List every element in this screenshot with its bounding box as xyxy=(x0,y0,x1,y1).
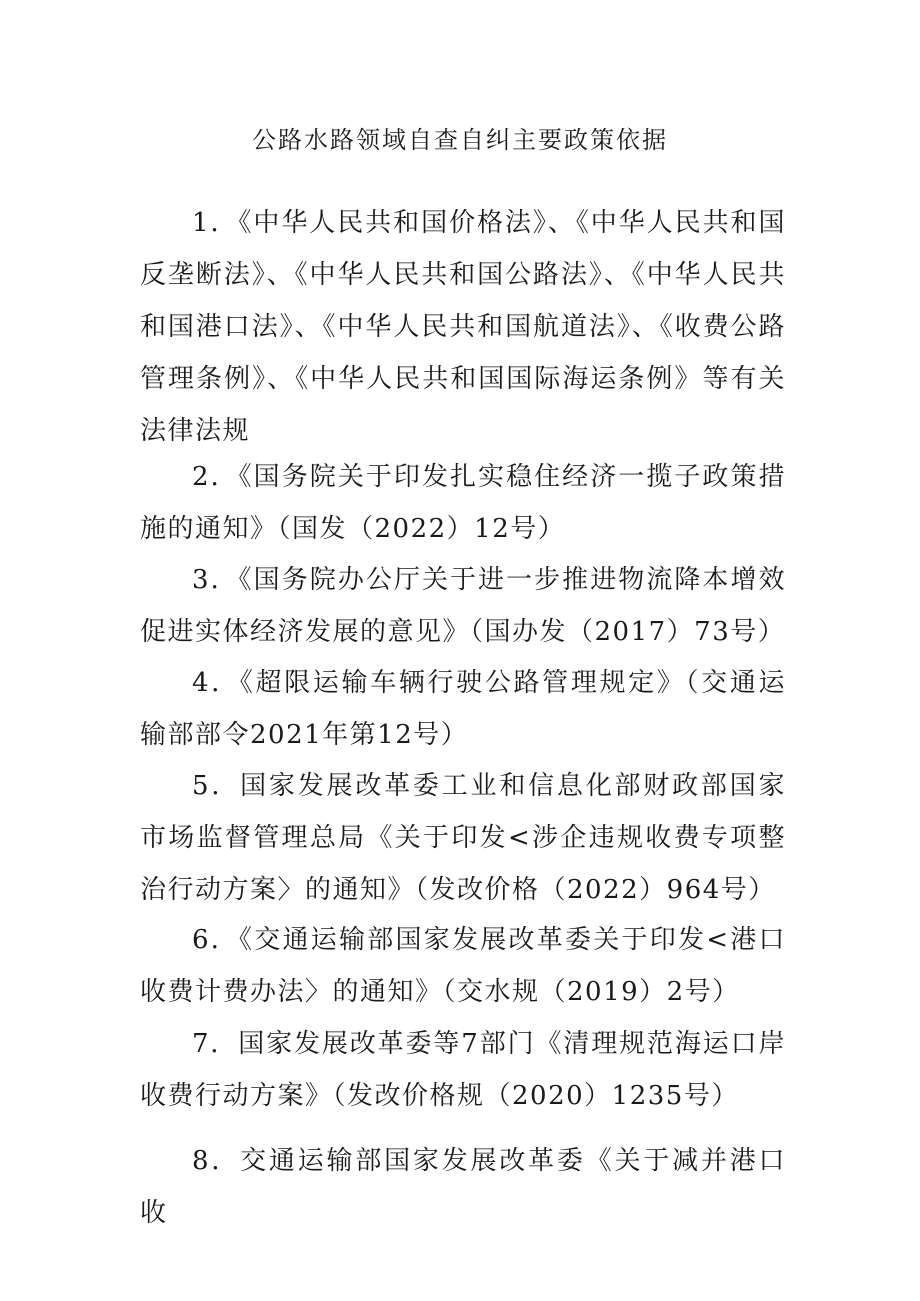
document-title: 公路水路领域自查自纠主要政策依据 xyxy=(252,126,668,154)
policy-item-5: 5．国家发展改革委工业和信息化部财政部国家市场监督管理总局《关于印发<涉企违规收费专项整治行动方案〉的通知》（发改价格（2022）964号） xyxy=(140,771,786,905)
policy-item-3: 3．《国务院办公厅关于进一步推进物流降本增效促进实体经济发展的意见》（国办发（2017）73号） xyxy=(140,565,786,647)
policy-item-6: 6．《交通运输部国家发展改革委关于印发<港口收费计费办法〉的通知》（交水规（2019）2号） xyxy=(140,925,786,1007)
policy-item-8: 8．交通运输部国家发展改革委《关于减并港口收 xyxy=(140,1146,786,1228)
policy-item-2: 2．《国务院关于印发扎实稳住经济一揽子政策措施的通知》（国发（2022）12号） xyxy=(140,462,786,544)
policy-item-4: 4．《超限运输车辆行驶公路管理规定》（交通运输部部令2021年第12号） xyxy=(140,668,786,750)
policy-item-7: 7．国家发展改革委等7部门《清理规范海运口岸收费行动方案》（发改价格规（2020）1235号） xyxy=(140,1029,786,1111)
policy-item-1: 1．《中华人民共和国价格法》、《中华人民共和国反垄断法》、《中华人民共和国公路法》、《中华人民共和国港口法》、《中华人民共和国航道法》、《收费公路管理条例》、《中华人民共和国国际海运条例》等有关法律法规 xyxy=(140,208,786,446)
